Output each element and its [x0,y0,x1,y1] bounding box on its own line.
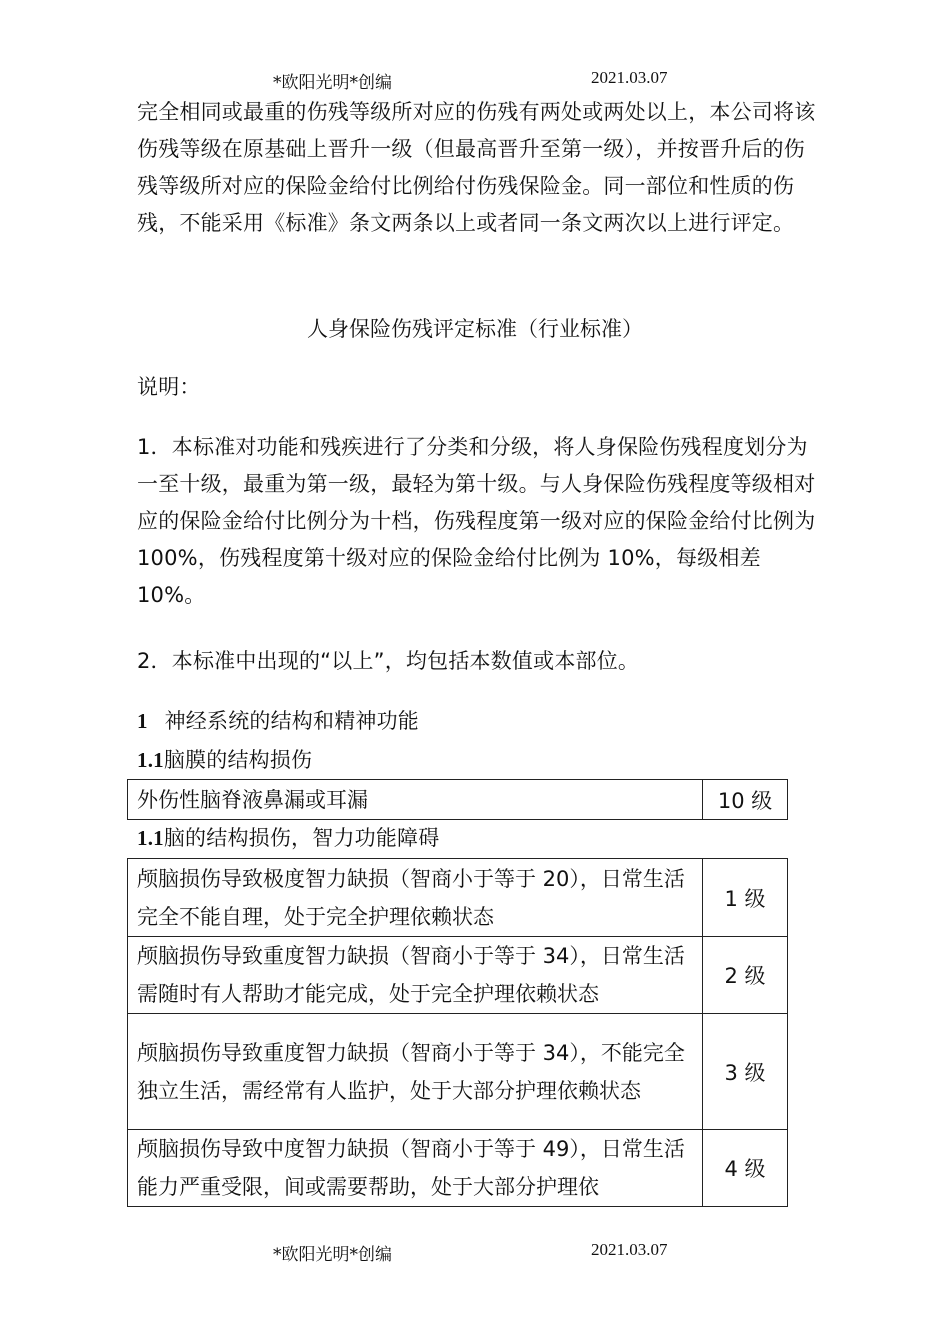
section-number: 1 [137,709,148,733]
injury-description: 颅脑损伤导致重度智力缺损（智商小于等于 34），不能完全独立生活，需经常有人监护，处于大部分护理依赖状态 [128,1014,703,1130]
disability-level: 1 级 [703,859,788,937]
injury-description: 颅脑损伤导致中度智力缺损（智商小于等于 49），日常生活能力严重受限，间或需要帮助，处于大部分护理依 [128,1130,703,1207]
subsection-title: 脑的结构损伤，智力功能障碍 [163,826,440,850]
document-title: 人身保险伤残评定标准（行业标准） [307,317,643,341]
disability-level: 3 级 [703,1014,788,1130]
intro-paragraph: 完全相同或最重的伤残等级所对应的伤残有两处或两处以上，本公司将该伤残等级在原基础上晋升一级（但最高晋升至第一级），并按晋升后的伤残等级所对应的保险金给付比例给付伤残保险金。同一部位和性质的伤残，不能采用《标准》条文两条以上或者同一条文两次以上进行评定。 [137,100,816,235]
disability-level: 4 级 [703,1130,788,1207]
footer-author: *欧阳光明*创编 [273,1245,392,1265]
section-title: 神经系统的结构和精神功能 [164,709,419,733]
injury-description: 外伤性脑脊液鼻漏或耳漏 [128,780,703,820]
grade-table-meninges [127,779,788,820]
table-row [128,1014,788,1130]
table-row [128,937,788,1014]
header-author: *欧阳光明*创编 [273,73,392,93]
footer-date: 2021.03.07 [591,1240,668,1259]
note-label: 说明： [137,375,201,399]
subsection-heading-brain [137,820,817,857]
injury-description: 颅脑损伤导致极度智力缺损（智商小于等于 20），日常生活完全不能自理，处于完全护理依赖状态 [128,859,703,937]
table-row [128,1130,788,1207]
grade-table-brain [127,858,788,1207]
table-row [128,859,788,937]
disability-level: 10 级 [703,780,788,820]
header-date: 2021.03.07 [591,68,668,87]
section-heading-1 [137,703,817,740]
subsection-heading-meninges [137,742,817,779]
disability-level: 2 级 [703,937,788,1014]
subsection-title: 脑膜的结构损伤 [163,748,313,772]
table-row [128,780,788,820]
page-footer [0,1240,950,1268]
subsection-number: 1.1 [137,748,164,772]
page-header [0,68,950,96]
note-item-2: 2．本标准中出现的“以上”，均包括本数值或本部位。 [137,649,640,673]
subsection-number: 1.1 [137,826,164,850]
injury-description: 颅脑损伤导致重度智力缺损（智商小于等于 34），日常生活需随时有人帮助才能完成，处于完全护理依赖状态 [128,937,703,1014]
note-item-1: 1．本标准对功能和残疾进行了分类和分级，将人身保险伤残程度划分为一至十级，最重为第一级，最轻为第十级。与人身保险伤残程度等级相对应的保险金给付比例分为十档，伤残程度第一级对应的保险金给付比例为 100%，伤残程度第十级对应的保险金给付比例为 10%，每级相差 10%。 [137,435,816,607]
